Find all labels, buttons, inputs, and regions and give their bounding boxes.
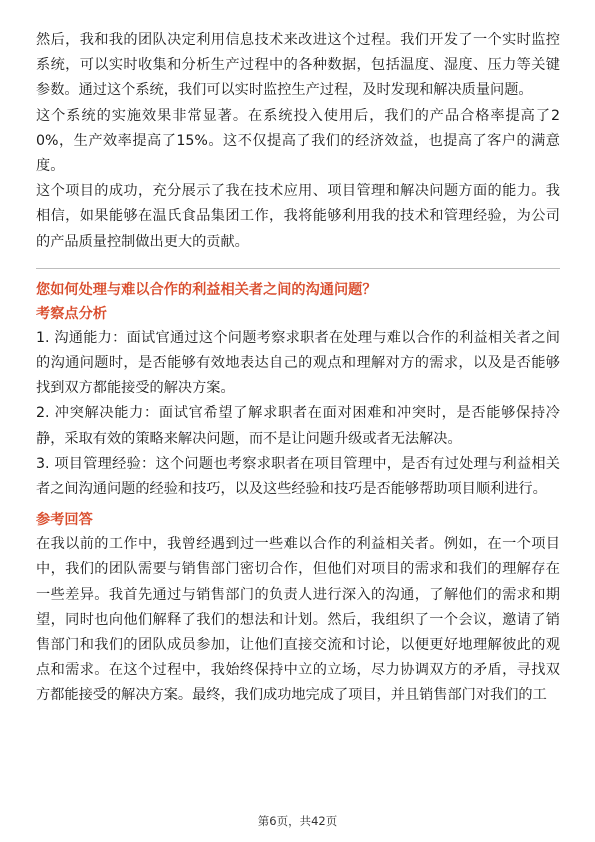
- answer-heading: 参考回答: [36, 512, 93, 529]
- analysis-point-2: 2. 冲突解决能力：面试官希望了解求职者在面对困难和冲突时，是否能够保持冷静，采取有效的策略来解决问题，而不是让问题升级或者无法解决。: [36, 405, 560, 447]
- question-title: 您如何处理与难以合作的利益相关者之间的沟通问题？: [36, 281, 377, 298]
- analysis-point-1: 1. 沟通能力：面试官通过这个问题考察求职者在处理与难以合作的利益相关者之间的沟通问题时，是否能够有效地表达自己的观点和理解对方的需求，以及是否能够找到双方都能接受的解决方案。: [36, 329, 560, 397]
- document-page: [36, 28, 560, 709]
- analysis-heading: 考察点分析: [36, 305, 107, 322]
- section-divider: [36, 268, 560, 269]
- answer-text: 在我以前的工作中，我曾经遇到过一些难以合作的利益相关者。例如，在一个项目中，我们的团队需要与销售部门密切合作，但他们对项目的需求和我们的理解存在一些差异。我首先通过与销售部门的负责人进行深入的沟通，了解他们的需求和期望，同时也向他们解释了我们的想法和计划。然后，我组织了一个会议，邀请了销售部门和我们的团队成员参加，让他们直接交流和讨论，以便更好地理解彼此的观点和需求。在这个过程中，我始终保持中立的立场，尽力协调双方的矛盾，寻找双方都能接受的解决方案。最终，我们成功地完成了项目，并且销售部门对我们的工: [36, 536, 560, 704]
- analysis-point-3: 3. 项目管理经验：这个问题也考察求职者在项目管理中，是否有过处理与利益相关者之间沟通问题的经验和技巧，以及这些经验和技巧是否能够帮助项目顺利进行。: [36, 455, 560, 498]
- page-footer: 第6页，共42页: [257, 814, 338, 828]
- intro-paragraph-2: 这个系统的实施效果非常显著。在系统投入使用后，我们的产品合格率提高了20%，生产效率提高了15%。这不仅提高了我们的经济效益，也提高了客户的满意度。: [36, 107, 560, 175]
- intro-paragraph-1: 然后，我和我的团队决定利用信息技术来改进这个过程。我们开发了一个实时监控系统，可以实时收集和分析生产过程中的各种数据，包括温度、湿度、压力等关键参数。通过这个系统，我们可以实时监控生产过程，及时发现和解决质量问题。: [36, 32, 560, 99]
- intro-paragraph-3: 这个项目的成功，充分展示了我在技术应用、项目管理和解决问题方面的能力。我相信，如果能够在温氏食品集团工作，我将能够利用我的技术和管理经验，为公司的产品质量控制做出更大的贡献。: [36, 183, 560, 250]
